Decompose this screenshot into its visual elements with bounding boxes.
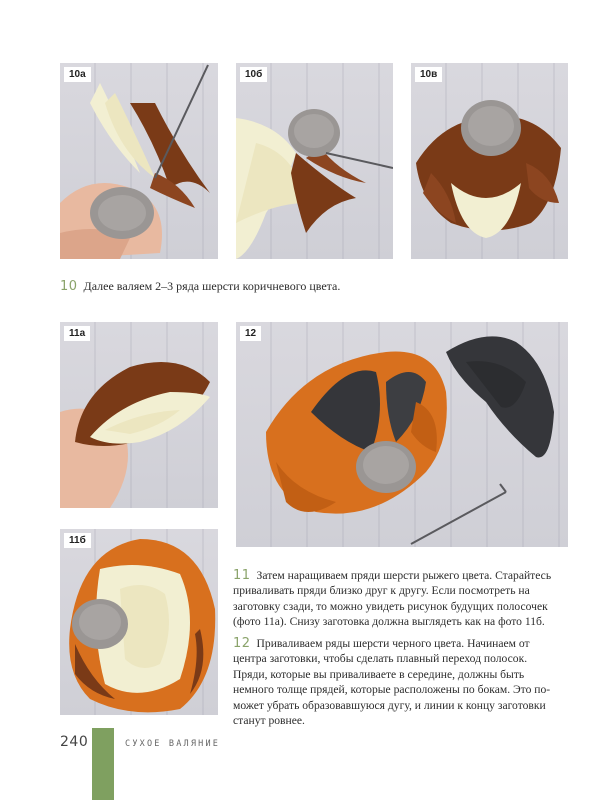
photo-12-illustration (236, 322, 568, 547)
step-11-text-line: заготовку сзади, то можно увидеть рисунок будущих полосочек (233, 599, 548, 613)
step-12-text-line: Пряди, которые вы приваливаете в середине, должны быть (233, 667, 525, 681)
step-10-text: Далее валяем 2–3 ряда шерсти коричневого цвета. (83, 279, 341, 293)
photo-label-10a: 10а (64, 67, 91, 82)
page-number: 240 (60, 734, 89, 750)
photo-10v (411, 63, 568, 259)
photo-11a-illustration (60, 322, 218, 508)
step-11-text-line: (фото 11а). Снизу заготовка должна выглядеть как на фото 11б. (233, 615, 545, 629)
photo-12 (236, 322, 568, 547)
step-11-line (233, 568, 573, 583)
step-11-text-line: Затем наращиваем пряди шерсти рыжего цвета. Старайтесь (256, 569, 552, 582)
step-12-text-line: может убрать образовавшуюся дугу, и линии к концу заготовки (233, 698, 546, 712)
photo-10b-illustration (236, 63, 393, 259)
step-12-text-line: станут ровнее. (233, 714, 305, 728)
photo-10a (60, 63, 218, 259)
photo-10a-illustration (60, 63, 218, 259)
photo-label-11a: 11а (64, 326, 90, 341)
photo-11a (60, 322, 218, 508)
photo-label-12: 12 (240, 326, 261, 341)
photo-11b-illustration (60, 529, 218, 715)
step-12-line (233, 636, 573, 651)
step-number-10: 10 (60, 279, 78, 294)
step-12-text-line: центра заготовки, чтобы сделать плавный переход полосок. (233, 652, 528, 666)
step-12-text-line: немного толще прядей, которые расположены по бокам. Это по- (233, 683, 551, 697)
step-10 (60, 279, 340, 294)
step-number-12: 12 (233, 636, 251, 651)
photo-label-10b: 10б (240, 67, 267, 82)
step-12 (233, 636, 573, 728)
photo-10v-illustration (411, 63, 568, 259)
photo-11b (60, 529, 218, 715)
section-color-tab (92, 728, 114, 800)
step-11 (233, 568, 573, 630)
section-title: СУХОЕ ВАЛЯНИЕ (125, 739, 221, 749)
step-12-text-line: Приваливаем ряды шерсти черного цвета. Начинаем от (256, 637, 530, 650)
step-11-text-line: приваливать пряди близко друг к другу. Если посмотреть на (233, 584, 530, 598)
step-number-11: 11 (233, 568, 251, 583)
photo-label-11b: 11б (64, 533, 91, 548)
photo-10b (236, 63, 393, 259)
photo-label-10v: 10в (415, 67, 442, 82)
